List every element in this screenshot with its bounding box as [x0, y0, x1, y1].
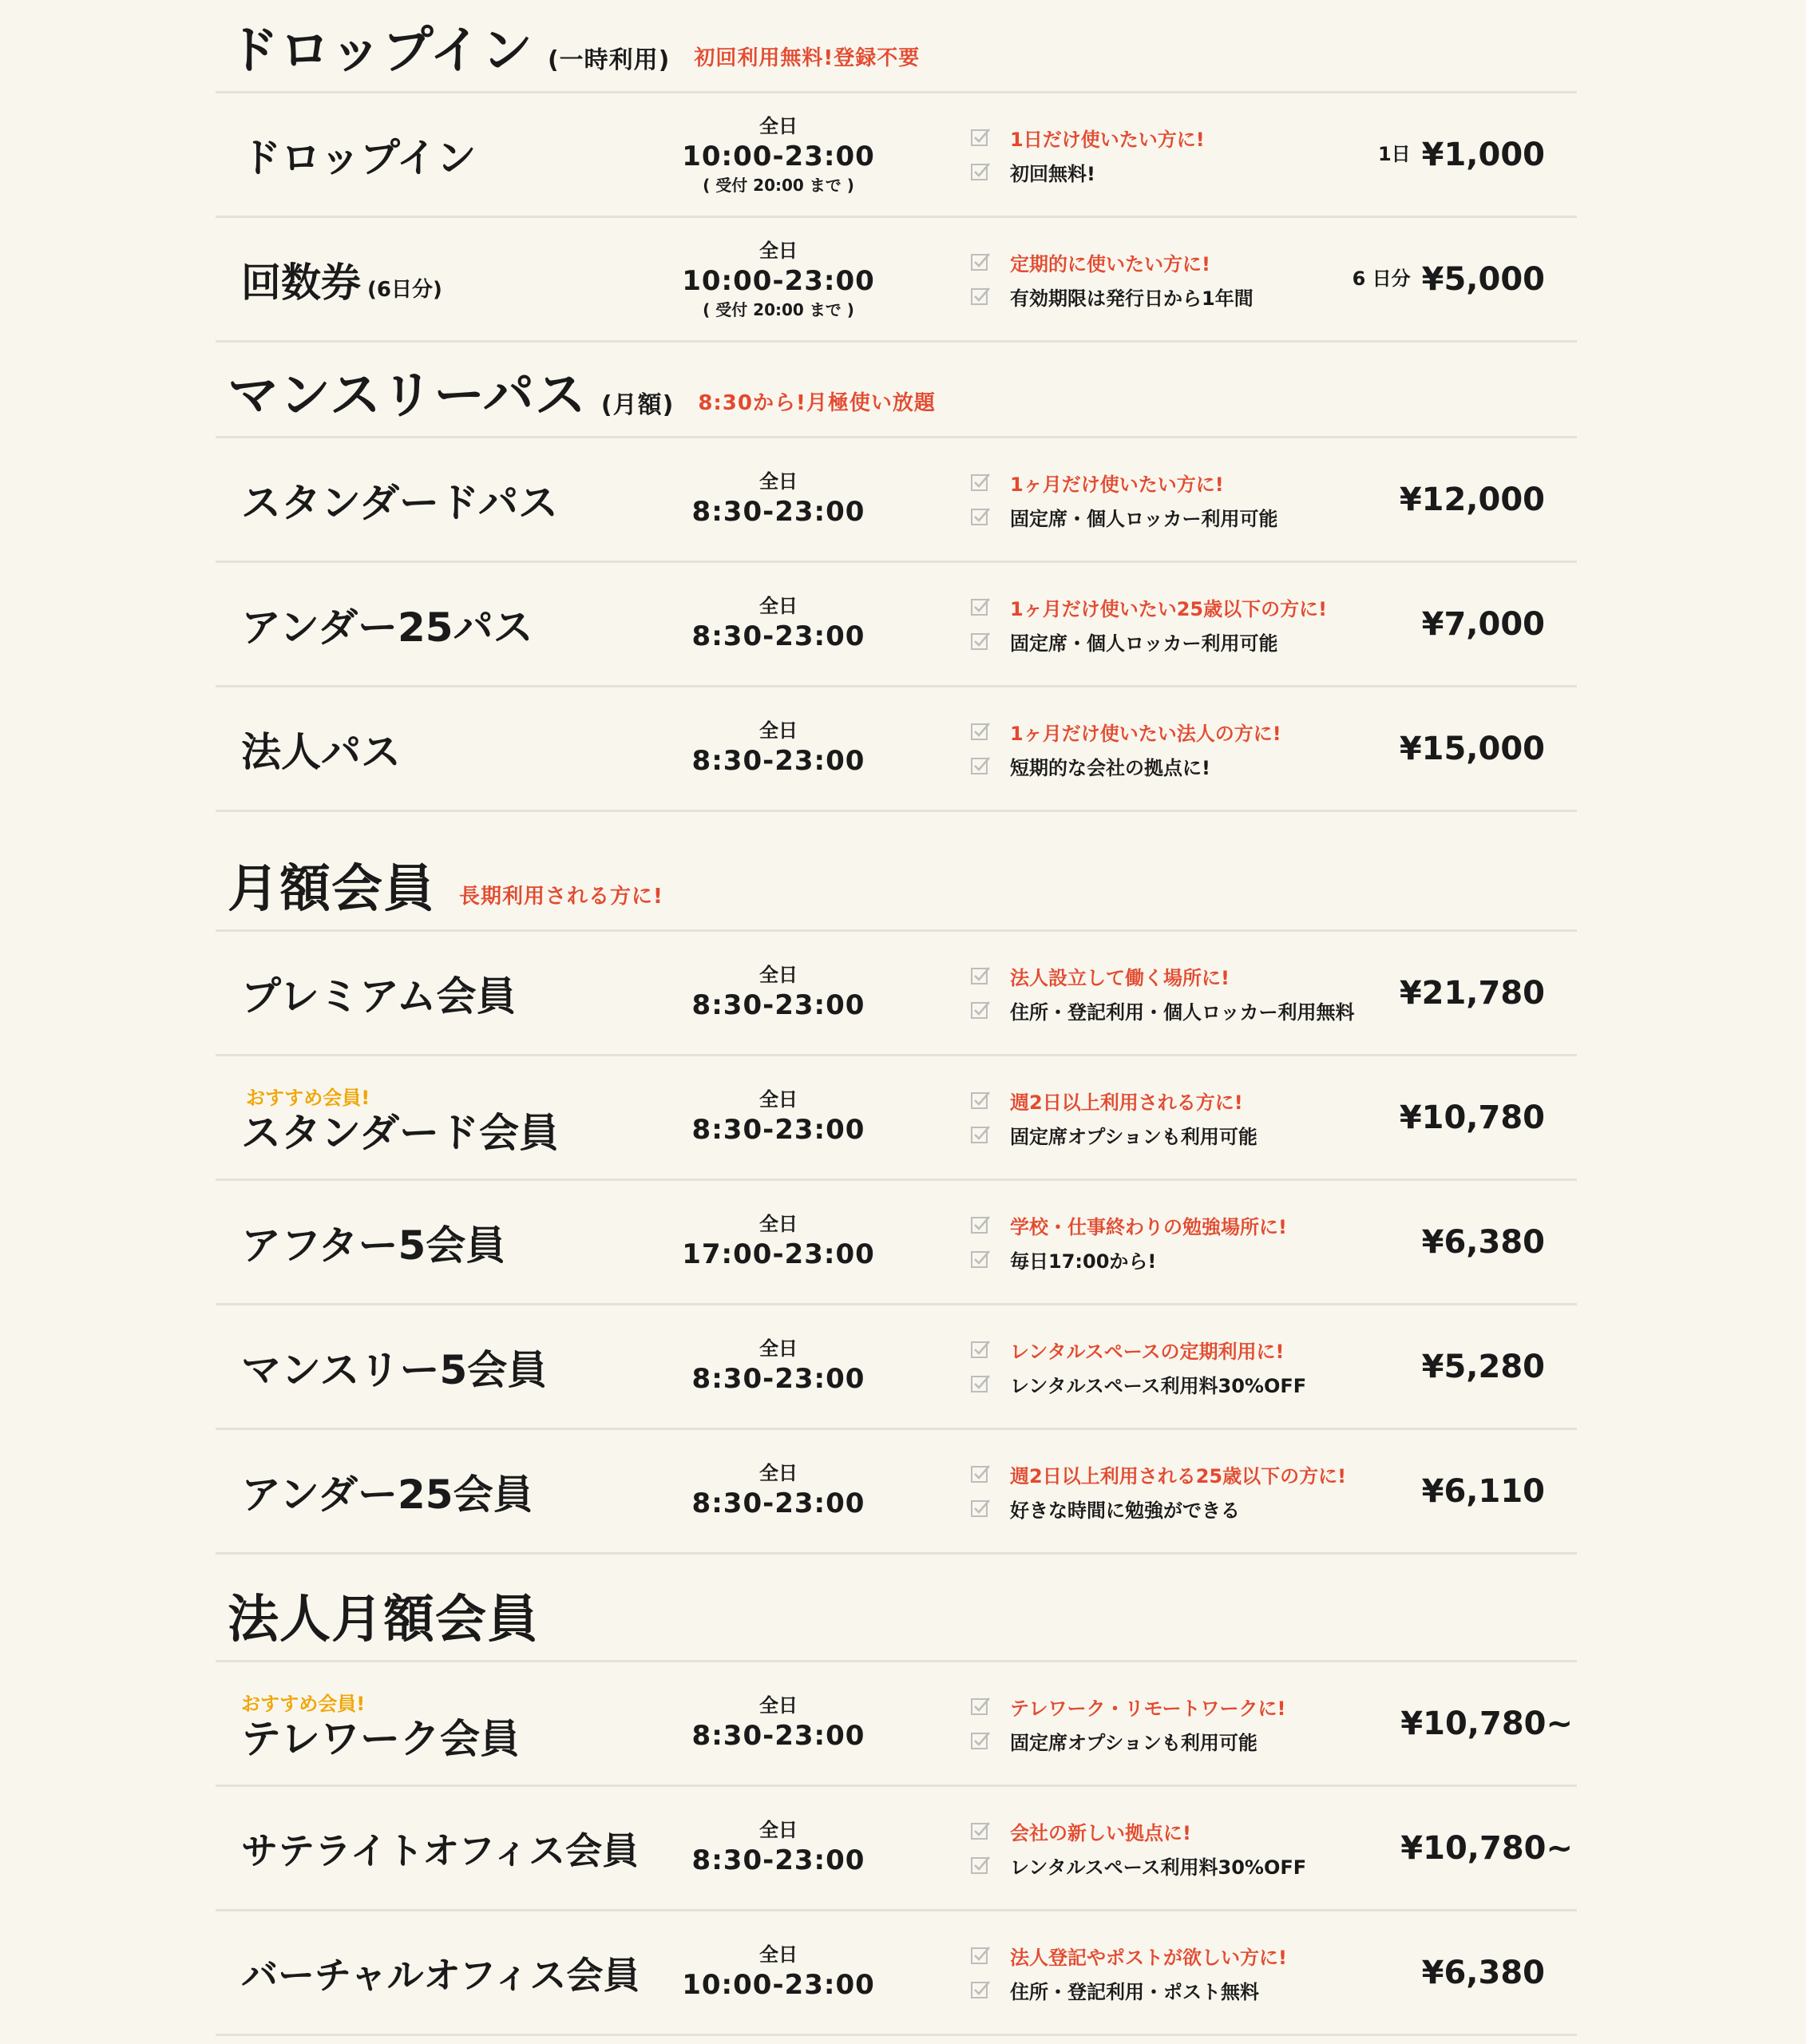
plan-hours [659, 963, 898, 1024]
plan-hours [659, 469, 898, 530]
section-note: 初回利用無料!登録不要 [694, 46, 921, 70]
hours-days: 全日 [759, 719, 798, 742]
feature-item: 固定席オプションも利用可能 [970, 1118, 1257, 1152]
recommend-badge: おすすめ会員! [246, 1087, 370, 1109]
checkbox-check-icon [970, 631, 991, 652]
hours-days: 全日 [759, 1461, 798, 1484]
plan-hours [659, 719, 898, 779]
plan-features [970, 1083, 1257, 1152]
feature-item: テレワーク・リモートワークに! [970, 1689, 1286, 1724]
plan-hours [659, 1818, 898, 1879]
hours-time: 8:30-23:00 [691, 495, 865, 528]
feature-item: 週2日以上利用される25歳以下の方に! [970, 1457, 1346, 1491]
hours-days: 全日 [759, 114, 798, 137]
plan-hours [659, 594, 898, 655]
feature-item: 法人設立して働く場所に! [970, 959, 1355, 993]
recommend-badge: おすすめ会員! [241, 1693, 366, 1715]
plan-name: ドロップイン [241, 134, 477, 181]
plan-price: ¥7,000 [1421, 605, 1545, 643]
plan-price: 1日 ¥1,000 [1377, 136, 1545, 173]
plan-row [216, 1911, 1577, 2036]
plan-price: ¥6,110 [1421, 1472, 1545, 1510]
hours-days: 全日 [759, 1693, 798, 1717]
hours-days: 全日 [759, 239, 798, 262]
hours-days: 全日 [759, 469, 798, 493]
plan-features [970, 121, 1205, 189]
checkbox-check-icon [970, 1945, 991, 1966]
section-note: 8:30から!月極使い放題 [698, 391, 936, 415]
plan-name: マンスリー5会員 [241, 1346, 548, 1393]
plan-row [216, 1181, 1577, 1305]
plan-row [216, 563, 1577, 687]
checkbox-check-icon [970, 472, 991, 493]
feature-item: 1ヶ月だけ使いたい25歳以下の方に! [970, 590, 1327, 624]
section-subtitle: (月額) [600, 391, 675, 419]
plan-name: スタンダード会員 [241, 1109, 559, 1156]
plan-price: ¥15,000 [1399, 730, 1545, 767]
plan-features [970, 1689, 1286, 1758]
feature-item: 週2日以上利用される方に! [970, 1083, 1257, 1118]
plan-features [970, 1814, 1306, 1883]
section-title: マンスリーパス (月額) 8:30から!月極使い放題 [228, 366, 936, 426]
plan-hours [659, 1337, 898, 1397]
feature-item: 好きな時間に勉強ができる [970, 1491, 1346, 1526]
hours-time: 8:30-23:00 [691, 620, 865, 652]
checkbox-check-icon [970, 127, 991, 148]
section-note: 長期利用される方に! [459, 885, 663, 909]
plan-price: ¥21,780 [1399, 974, 1545, 1012]
plan-price: ¥10,780~ [1400, 1705, 1573, 1742]
hours-time: 8:30-23:00 [691, 1362, 865, 1395]
feature-item: 定期的に使いたい方に! [970, 245, 1254, 279]
checkbox-check-icon [970, 721, 991, 742]
hours-time: 10:00-23:00 [682, 1968, 875, 2001]
hours-time: 17:00-23:00 [682, 1238, 875, 1270]
price-unit: 1日 [1377, 142, 1411, 165]
plan-row [216, 438, 1577, 563]
plan-hours [659, 1693, 898, 1754]
feature-item: レンタルスペース利用料30%OFF [970, 1367, 1306, 1401]
feature-item: 固定席・個人ロッカー利用可能 [970, 624, 1327, 659]
plan-hours [659, 1212, 898, 1273]
feature-item: レンタルスペースの定期利用に! [970, 1333, 1306, 1367]
feature-item: 有効期限は発行日から1年間 [970, 279, 1254, 314]
plan-features [970, 1208, 1287, 1277]
feature-item: 住所・登記利用・ポスト無料 [970, 1973, 1287, 2007]
plan-price: ¥6,380 [1421, 1954, 1545, 1991]
hours-days: 全日 [759, 1818, 798, 1841]
plan-row [216, 1787, 1577, 1911]
plan-features [970, 1457, 1346, 1526]
plan-name: アンダー25パス [241, 604, 533, 651]
checkbox-check-icon [970, 965, 991, 986]
section-header-dropin [216, 0, 1577, 93]
plan-hours [659, 114, 898, 196]
plan-name: アフター5会員 [241, 1222, 506, 1269]
plan-row [216, 687, 1577, 812]
plan-row [216, 218, 1577, 343]
plan-name: バーチャルオフィス会員 [241, 1953, 640, 1997]
plan-name: サテライトオフィス会員 [241, 1828, 640, 1872]
plan-features [970, 465, 1278, 534]
checkbox-check-icon [970, 1214, 991, 1235]
hours-time: 8:30-23:00 [691, 1844, 865, 1876]
plan-row [216, 93, 1577, 218]
hours-time: 8:30-23:00 [691, 1487, 865, 1519]
hours-note: ( 受付 20:00 まで ) [703, 299, 854, 319]
plan-hours [659, 1943, 898, 2003]
price-unit: 6 日分 [1352, 267, 1411, 290]
checkbox-check-icon [970, 1373, 991, 1394]
plan-price: ¥10,780~ [1400, 1829, 1573, 1867]
feature-item: 1日だけ使いたい方に! [970, 121, 1205, 155]
feature-item: 固定席・個人ロッカー利用可能 [970, 500, 1278, 534]
hours-days: 全日 [759, 1943, 798, 1966]
plan-hours [659, 1087, 898, 1148]
section-header-monthly-member [216, 812, 1577, 932]
hours-time: 10:00-23:00 [682, 264, 875, 297]
feature-item: 住所・登記利用・個人ロッカー利用無料 [970, 993, 1355, 1028]
feature-item: 短期的な会社の拠点に! [970, 749, 1281, 783]
plan-name-sub: (6日分) [367, 277, 442, 302]
checkbox-check-icon [970, 161, 991, 182]
checkbox-check-icon [970, 252, 991, 272]
plan-row [216, 1305, 1577, 1430]
checkbox-check-icon [970, 1464, 991, 1484]
feature-item: 初回無料! [970, 155, 1205, 189]
feature-item: レンタルスペース利用料30%OFF [970, 1848, 1306, 1883]
section-title: ドロップイン (一時利用) 初回利用無料!登録不要 [228, 22, 921, 81]
plan-name: プレミアム会員 [241, 972, 517, 1020]
plan-features [970, 1333, 1306, 1401]
plan-row [216, 1056, 1577, 1181]
checkbox-check-icon [970, 755, 991, 776]
hours-time: 8:30-23:00 [691, 1719, 865, 1752]
feature-item: 固定席オプションも利用可能 [970, 1724, 1286, 1758]
plan-price: ¥5,280 [1421, 1348, 1545, 1385]
checkbox-check-icon [970, 1696, 991, 1717]
hours-days: 全日 [759, 963, 798, 986]
hours-days: 全日 [759, 1337, 798, 1360]
plan-row [216, 1430, 1577, 1555]
hours-time: 8:30-23:00 [691, 744, 865, 777]
plan-hours [659, 1461, 898, 1522]
checkbox-check-icon [970, 1498, 991, 1519]
feature-item: 法人登記やポストが欲しい方に! [970, 1939, 1287, 1973]
checkbox-check-icon [970, 506, 991, 527]
hours-time: 10:00-23:00 [682, 140, 875, 172]
feature-item: 学校・仕事終わりの勉強場所に! [970, 1208, 1287, 1242]
checkbox-check-icon [970, 596, 991, 617]
plan-price: ¥6,380 [1421, 1223, 1545, 1261]
plan-features [970, 1939, 1287, 2007]
hours-days: 全日 [759, 594, 798, 617]
checkbox-check-icon [970, 1730, 991, 1751]
plan-price: ¥10,780 [1399, 1099, 1545, 1136]
plan-features [970, 590, 1327, 659]
checkbox-check-icon [970, 1000, 991, 1020]
plan-price: ¥12,000 [1399, 481, 1545, 518]
checkbox-check-icon [970, 1249, 991, 1270]
plan-name: テレワーク会員 [241, 1715, 520, 1762]
checkbox-check-icon [970, 1090, 991, 1111]
plan-name: アンダー25会員 [241, 1471, 533, 1518]
section-header-monthly-pass [216, 343, 1577, 438]
hours-days: 全日 [759, 1212, 798, 1235]
plan-features [970, 245, 1254, 314]
checkbox-check-icon [970, 1339, 991, 1360]
plan-row [216, 1662, 1577, 1787]
feature-item: 毎日17:00から! [970, 1242, 1287, 1277]
feature-item: 1ヶ月だけ使いたい法人の方に! [970, 715, 1281, 749]
checkbox-check-icon [970, 286, 991, 307]
pricing-table [216, 0, 1577, 2036]
feature-item: 1ヶ月だけ使いたい方に! [970, 465, 1278, 500]
hours-time: 8:30-23:00 [691, 1113, 865, 1146]
hours-time: 8:30-23:00 [691, 988, 865, 1021]
plan-name: スタンダードパス [241, 479, 558, 526]
section-subtitle: (一時利用) [547, 46, 671, 74]
checkbox-check-icon [970, 1855, 991, 1876]
plan-features [970, 959, 1355, 1028]
checkbox-check-icon [970, 1124, 991, 1145]
section-header-corporate-monthly [216, 1555, 1577, 1662]
checkbox-check-icon [970, 1820, 991, 1841]
hours-days: 全日 [759, 1087, 798, 1111]
plan-features [970, 715, 1281, 783]
checkbox-check-icon [970, 1979, 991, 2000]
plan-hours [659, 239, 898, 320]
plan-name: 法人パス [241, 728, 401, 775]
section-title: 月額会員 長期利用される方に! [228, 860, 663, 919]
plan-row [216, 932, 1577, 1056]
plan-price: 6 日分 ¥5,000 [1352, 260, 1545, 298]
section-title: 法人月額会員 [228, 1590, 539, 1650]
feature-item: 会社の新しい拠点に! [970, 1814, 1306, 1848]
plan-name: 回数券 (6日分) [241, 259, 442, 306]
hours-note: ( 受付 20:00 まで ) [703, 175, 854, 195]
